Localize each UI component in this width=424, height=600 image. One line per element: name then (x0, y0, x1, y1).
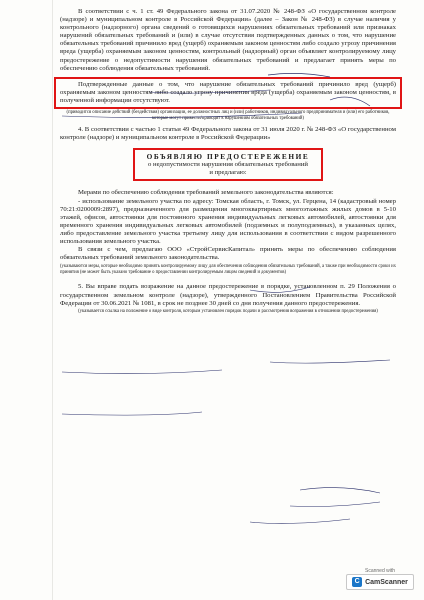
camscanner-icon: C (352, 577, 362, 587)
paragraph-measures-intro: Мерами по обеспечению соблюдения требований земельного законодательства являются: (78, 189, 334, 197)
camscanner-watermark (346, 568, 414, 590)
watermark-caption: Scanned with (364, 568, 396, 574)
paragraph-objection-right: 5. Вы вправе подать возражение на данное предостережение в порядке, установленном п. 29 Положения о государственном земельном контроле (надзоре), утвержденного Постановлением Правительства Российской Федерации от 30.06.2021 № 1081, в срок не позднее 30 дней со дня получения данного предостережения. (60, 283, 396, 307)
footnote-objection-procedure: (указывается ссылка на положение о виде контроля, которым установлен порядок подачи и рассмотрения возражения в отношении предостережения) (78, 308, 378, 314)
paragraph-land-plot-use: - использование земельного участка по адресу: Томская область, г. Томск, ул. Герцена, 14 (кадастровый номер 70:21:0200009:2897), предназначенного для размещения многоквартирных многоэтажных жилых домов в 5-10 этажей, офисов, автостоянки для постоянного хранения индивидуальных легковых автомобилей, автостоянки для временного хранения индивидуальных легковых автомобилей (подземных и полуподземных), в указанных целях, либо предоставление земельного участка третьему лицу для использования в соответствии с видом разрешенного использования земельного участка. (60, 197, 396, 245)
paragraph-legal-basis: В соответствии с ч. 1 ст. 49 Федерального закона от 31.07.2020 № 248-ФЗ «О государственном контроле (надзоре) и муниципальном контроле в Российской Федерации» (далее – Закон № 248-ФЗ) в случае наличия у контрольного (надзорного) органа сведений о готовящихся нарушениях обязательных требований или признаках нарушений обязательных требований и (или) в случае отсутствия подтвержденных данных о том, что нарушение обязательных требований причинило вред (ущерб) охраняемым законом ценностям либо создало угрозу причинения вреда (ущерба) охраняемым законом ценностям, контрольный (надзорный) орган объявляет контролируемому лицу предостережение о недопустимости нарушения обязательных требований и предлагает принять меры по обеспечению соблюдения обязательных требований. (60, 8, 396, 72)
warning-subtitle-propose: и предлагаю: (209, 169, 247, 177)
paragraph-article-49: 4. В соответствии с частью 1 статьи 49 Федерального закона от 31 июля 2020 г. № 248-ФЗ «О государственном контроле (надзоре) и муниципальном контроле в Российской Федерации» (60, 126, 396, 142)
footnote-measures: (указываются меры, которые необходимо принять контролируемому лицу для обеспечения соблюдения обязательных требований, а также при необходимости сроки их принятия (не может быть указано требование о предоставлении контролируемым лицом сведений и документов) (60, 264, 396, 275)
footnote-actions-description: (приводится описание действий (бездействия) организации, ее должностных лиц и (или) работников, индивидуального предпринимателя и (или) его работников, которые могут привести/приводят к нарушениям обязательных требований) (66, 110, 390, 121)
paragraph-proposal-company: В связи с чем, предлагаю ООО «СтройСервисКапитал» принять меры по обеспечению соблюдения обязательных требований земельного законодательства. (60, 246, 396, 262)
highlighted-paragraph-no-harm: Подтвержденные данные о том, что нарушение обязательных требований причинило вред (ущерб) охраняемым законом ценностям либо создало угрозу причинения вреда (ущерба) охраняемым законом ценностям, в полученной информации отсутствуют. (54, 77, 402, 109)
watermark-label: CamScanner (365, 578, 408, 586)
warning-subtitle: о недопустимости нарушения обязательных требований (148, 161, 308, 169)
warning-heading-box (133, 148, 323, 181)
page-fold-shadow (52, 0, 53, 600)
warning-title: ОБЪЯВЛЯЮ ПРЕДОСТЕРЕЖЕНИЕ (146, 152, 310, 162)
watermark-logo (346, 574, 414, 590)
document-body (60, 8, 396, 314)
